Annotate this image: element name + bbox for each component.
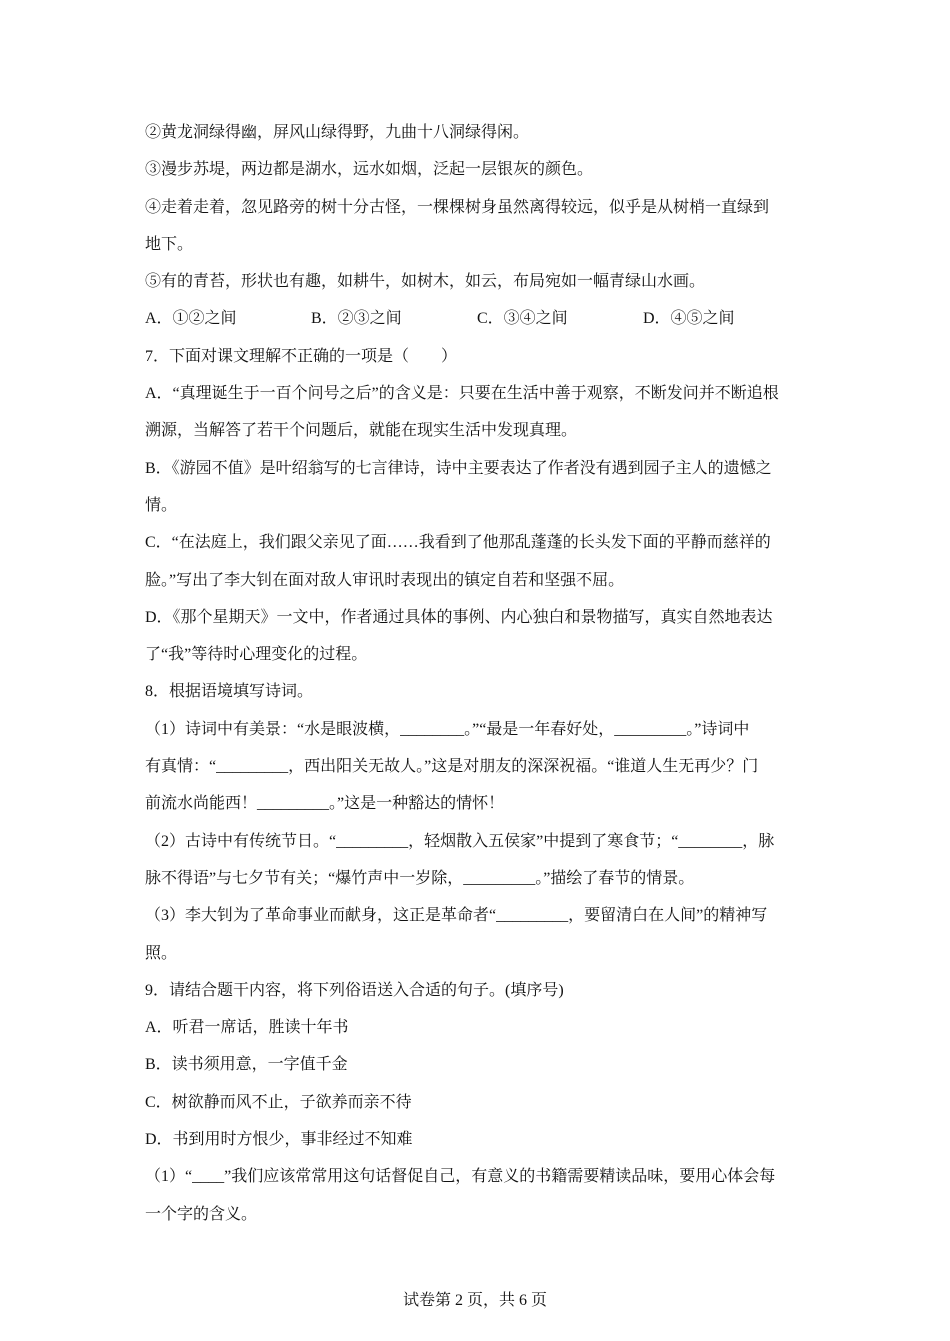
subquestion-line: 脉不得语”与七夕节有关；“爆竹声中一岁除，_________。”描绘了春节的情景。 [145, 869, 695, 887]
option-line: 了“我”等待时心理变化的过程。 [145, 646, 368, 664]
subquestion-line: （1）“____”我们应该常常用这句话督促自己，有意义的书籍需要精读品味，要用心体会每 [145, 1168, 776, 1186]
option-line: 溯源，当解答了若干个问题后，就能在现实生活中发现真理。 [145, 422, 578, 440]
answer-option: B．②③之间 [311, 310, 402, 328]
option-line: D．书到用时方恨少，事非经过不知难 [145, 1131, 413, 1149]
option-line: B．读书须用意，一字值千金 [145, 1056, 348, 1074]
page-footer: 试卷第 2 页，共 6 页 [402, 1292, 547, 1309]
exam-page-content [145, 114, 815, 1233]
option-line: 脸。”写出了李大钊在面对敌人审讯时表现出的镇定自若和坚强不屈。 [145, 571, 625, 589]
answer-option: A．①②之间 [145, 310, 237, 328]
option-line: A．“真理诞生于一百个问号之后”的含义是：只要在生活中善于观察，不断发问并不断追根 [145, 385, 779, 403]
option-line: 情。 [145, 496, 178, 514]
subquestion-line: 照。 [145, 944, 178, 962]
answer-options-row [145, 300, 815, 337]
subquestion-line: （2）古诗中有传统节日。“_________，轻烟散入五侯家”中提到了寒食节；“________，脉 [145, 832, 775, 850]
statement-line: 地下。 [145, 235, 194, 253]
subquestion-line: （1）诗词中有美景：“水是眼波横，________。”“最是一年春好处，_________。”诗词中 [145, 720, 750, 738]
question-line: 7．下面对课文理解不正确的一项是（ ） [145, 347, 458, 365]
option-line: C．树欲静而风不止，子欲养而亲不待 [145, 1093, 412, 1111]
subquestion-line: （3）李大钊为了革命事业而献身，这正是革命者“_________，要留清白在人间”的精神写 [145, 907, 768, 925]
option-line: A．听君一席话，胜读十年书 [145, 1019, 349, 1037]
statement-line: ⑤有的青苔，形状也有趣，如耕牛，如树木，如云，布局宛如一幅青绿山水画。 [145, 273, 706, 291]
answer-option: C．③④之间 [477, 310, 568, 328]
question-line: 9．请结合题干内容，将下列俗语送入合适的句子。(填序号) [145, 981, 564, 999]
option-line: C．“在法庭上，我们跟父亲见了面……我看到了他那乱蓬蓬的长头发下面的平静而慈祥的 [145, 534, 771, 552]
subquestion-line: 有真情：“_________，西出阳关无故人。”这是对朋友的深深祝福。“谁道人生无再少？门 [145, 758, 759, 776]
statement-line: ④走着走着，忽见路旁的树十分古怪，一棵棵树身虽然离得较远，似乎是从树梢一直绿到 [145, 198, 770, 216]
subquestion-line: 前流水尚能西！_________。”这是一种豁达的情怀！ [145, 795, 505, 813]
question-line: 8．根据语境填写诗词。 [145, 683, 314, 701]
subquestion-line: 一个字的含义。 [145, 1205, 258, 1223]
answer-option: D．④⑤之间 [643, 310, 735, 328]
option-line: B．《游园不值》是叶绍翁写的七言律诗，诗中主要表达了作者没有遇到园子主人的遗憾之 [145, 459, 772, 477]
statement-line: ②黄龙洞绿得幽，屏风山绿得野，九曲十八洞绿得闲。 [145, 124, 530, 141]
statement-line: ③漫步苏堤，两边都是湖水，远水如烟，泛起一层银灰的颜色。 [145, 161, 594, 179]
option-line: D．《那个星期天》一文中，作者通过具体的事例、内心独白和景物描写，真实自然地表达 [145, 608, 773, 626]
